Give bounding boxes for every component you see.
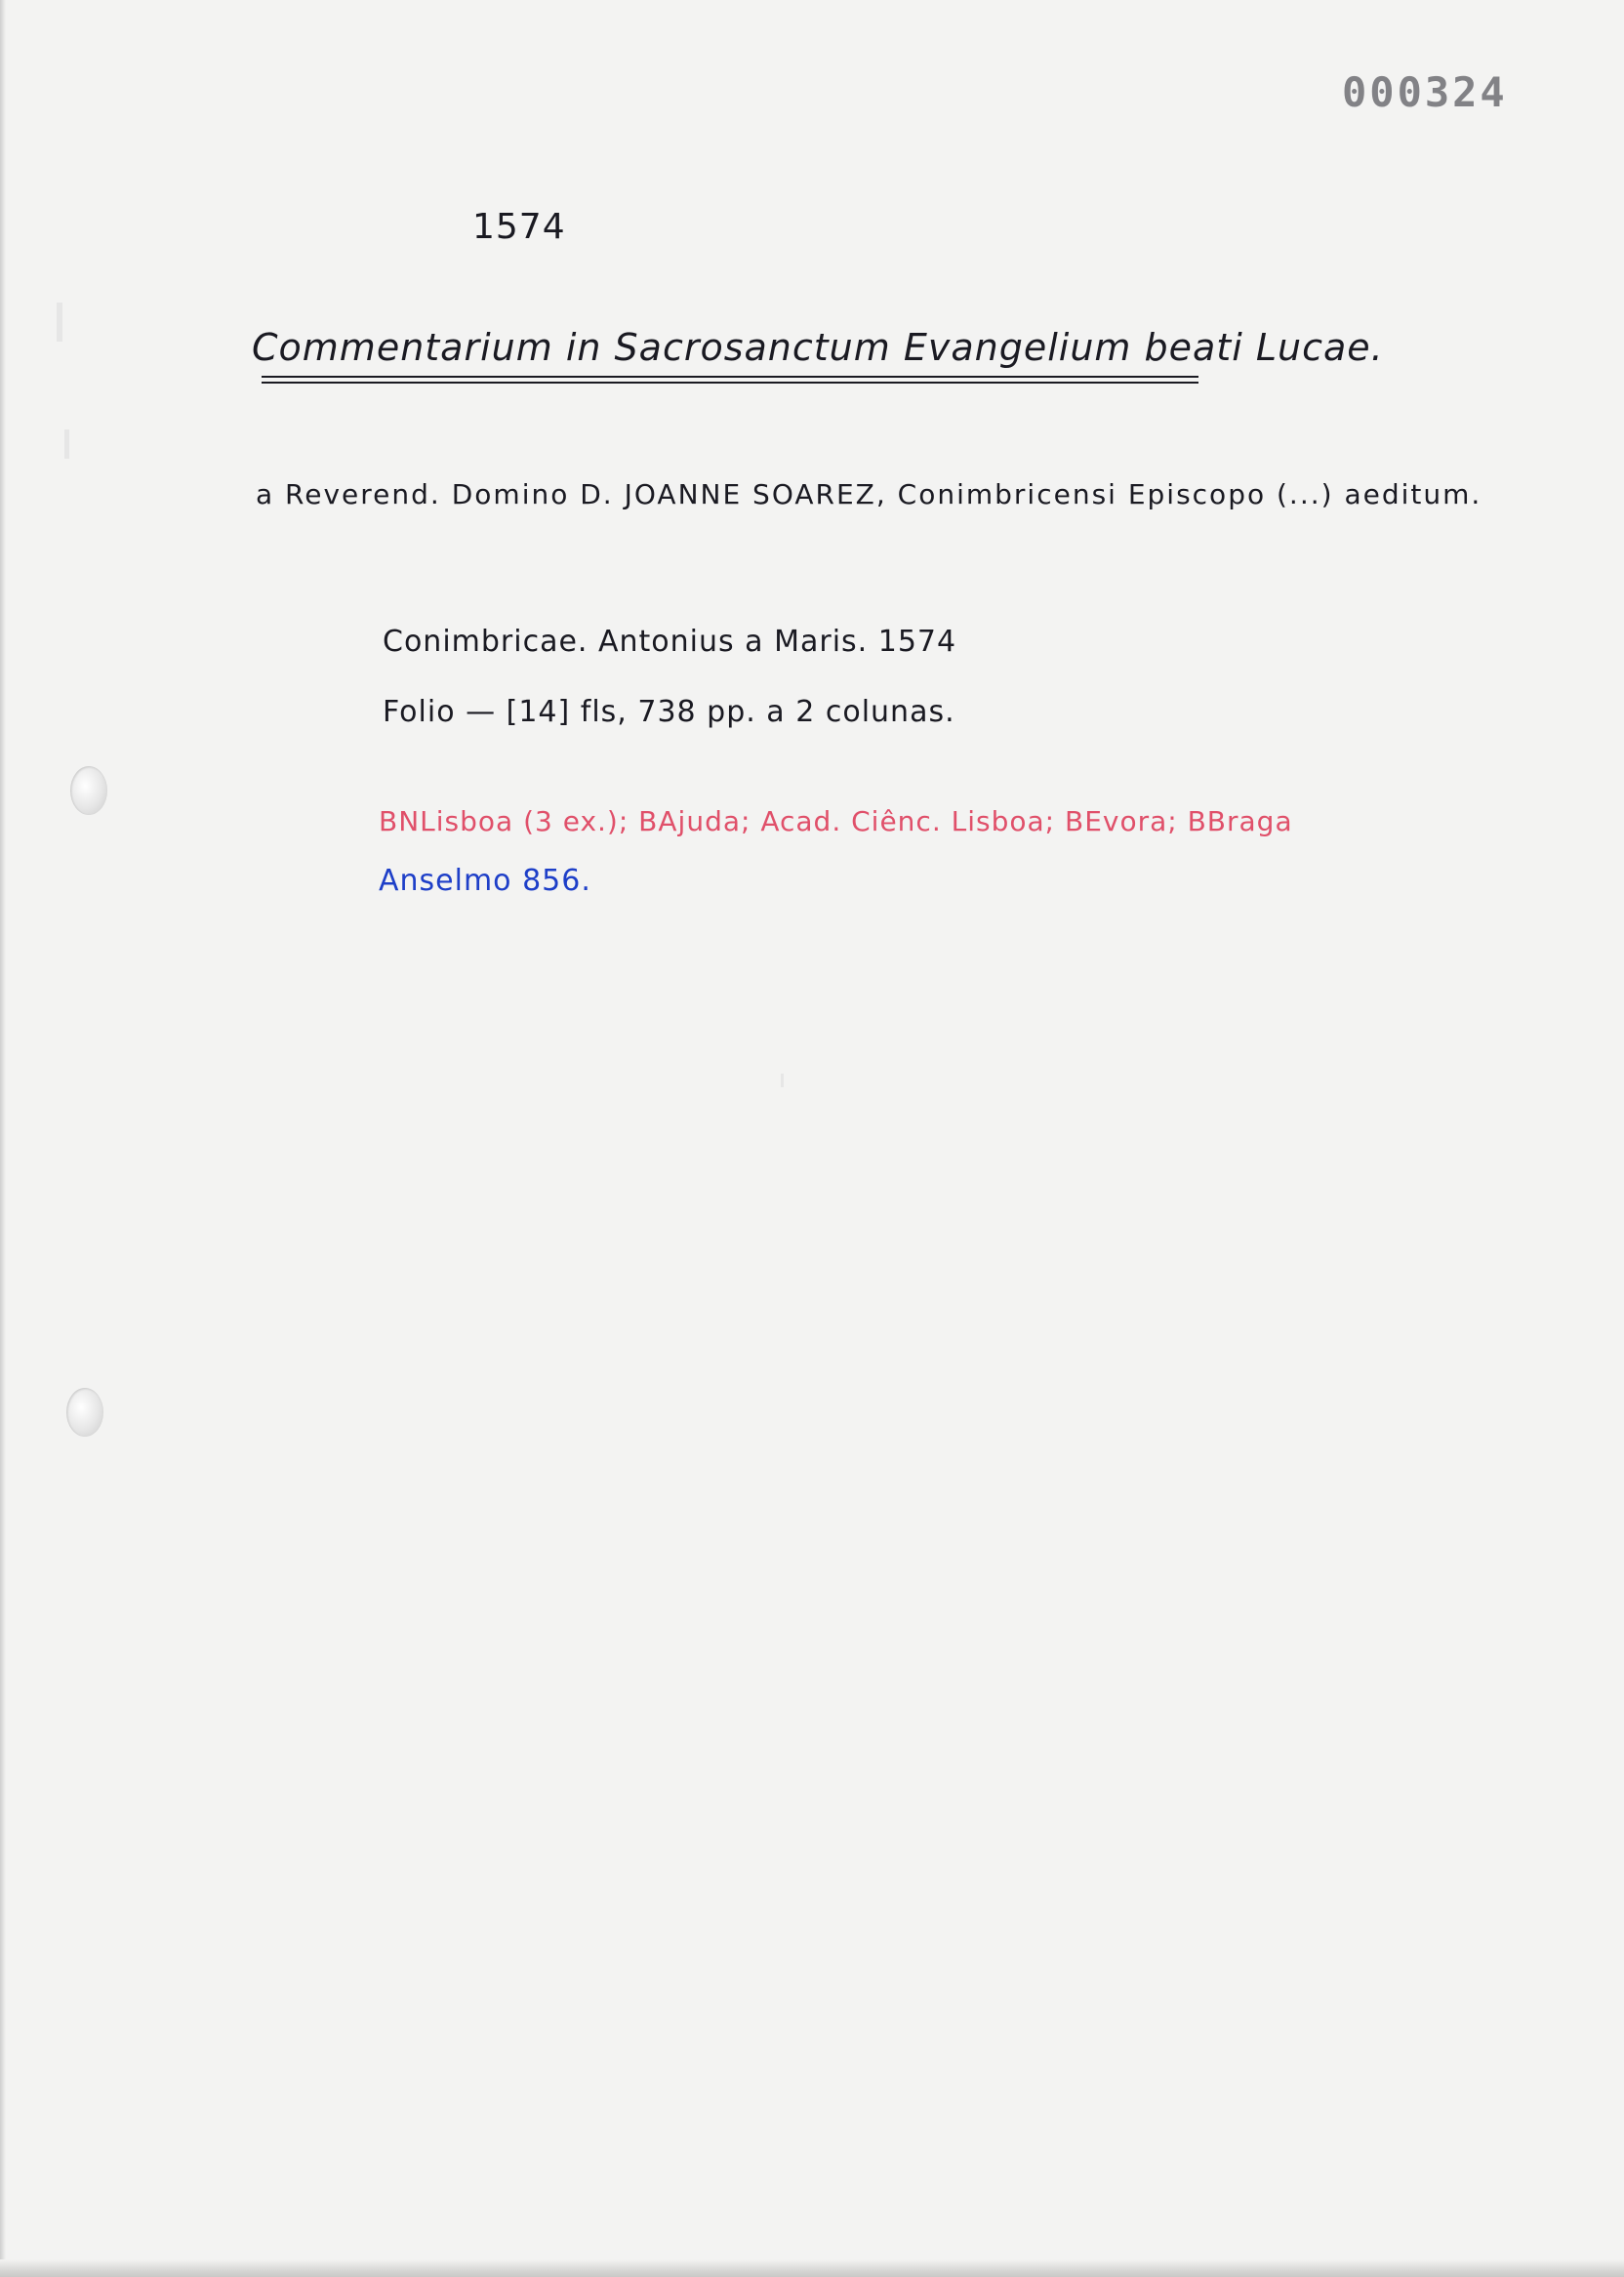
- paper-blemish: [57, 303, 62, 342]
- dedication-line: a Reverend. Domino D. JOANNE SOAREZ, Conimbricensi Episcopo (...) aeditum.: [256, 478, 1482, 510]
- title-underline-bottom: [262, 382, 1198, 384]
- bibliographic-reference: Anselmo 856.: [379, 864, 591, 898]
- stamped-record-number: 000324: [1342, 68, 1508, 116]
- paper-blemish: [64, 429, 69, 459]
- publication-year: 1574: [472, 207, 566, 247]
- punch-hole-upper: [70, 766, 107, 815]
- paper-blemish: [781, 1074, 784, 1087]
- scan-bottom-edge: [0, 2259, 1624, 2277]
- page-edge-shadow: [0, 0, 6, 2277]
- title-underline-top: [262, 376, 1198, 378]
- work-title: Commentarium in Sacrosanctum Evangelium beati Lucae.: [252, 326, 1384, 369]
- punch-hole-lower: [66, 1388, 103, 1437]
- library-holdings: BNLisboa (3 ex.); BAjuda; Acad. Ciênc. Lisboa; BEvora; BBraga: [379, 805, 1293, 837]
- imprint-line: Conimbricae. Antonius a Maris. 1574: [383, 625, 957, 659]
- collation-line: Folio — [14] fls, 738 pp. a 2 colunas.: [383, 695, 955, 729]
